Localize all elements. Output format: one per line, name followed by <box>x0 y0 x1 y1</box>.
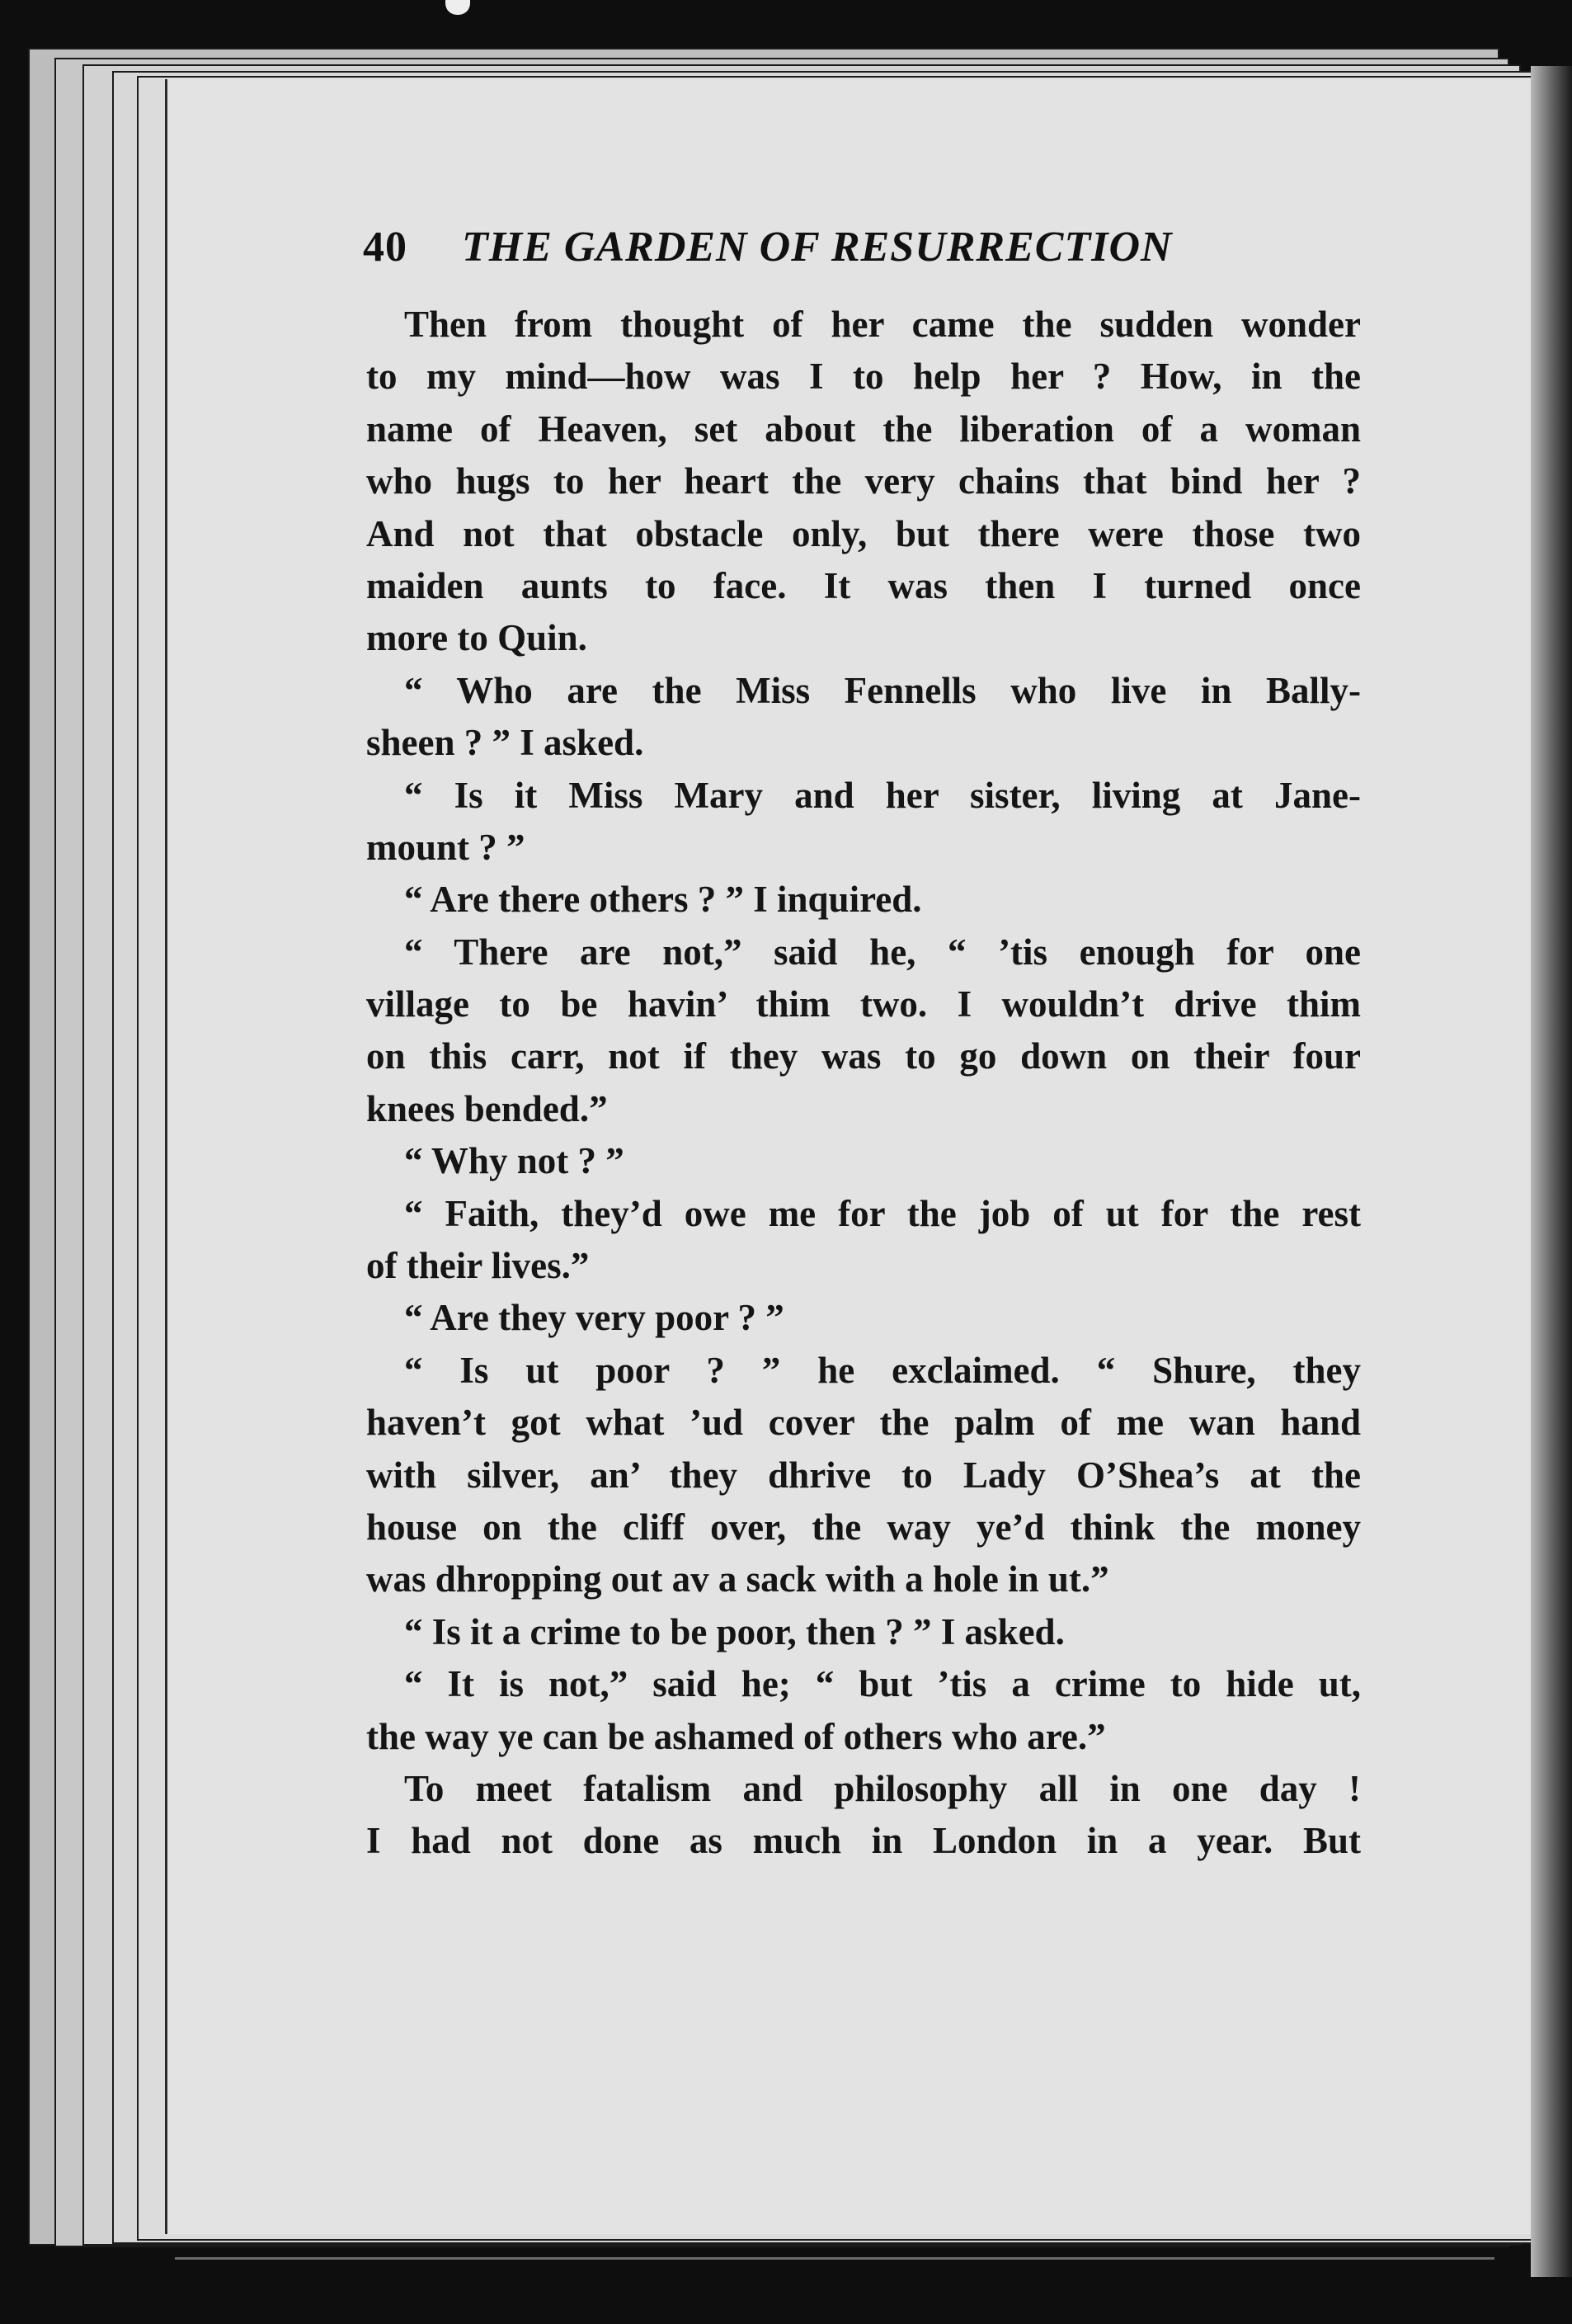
page-bottom-edge <box>175 2257 1494 2260</box>
text-line: “ Is it Miss Mary and her sister, living at Jane- <box>404 774 1361 816</box>
text-line: house on the cliff over, the way ye’d think the money <box>366 1506 1361 1548</box>
text-line: maiden aunts to face. It was then I turned once <box>366 564 1361 606</box>
text-line: more to Quin. <box>366 617 587 659</box>
text-line: “ Are they very poor ? ” <box>404 1297 784 1339</box>
text-line: And not that obstacle only, but there were those two <box>366 512 1361 554</box>
text-line: to my mind—how was I to help her ? How, in the <box>366 356 1361 398</box>
running-title: THE GARDEN OF RESURRECTION <box>462 224 1173 271</box>
text-line: “ There are not,” said he, “ ’tis enough for one <box>404 931 1361 973</box>
text-line: “ Who are the Miss Fennells who live in Bally- <box>404 669 1361 711</box>
text-line: was dhropping out av a sack with a hole in ut.” <box>366 1558 1109 1600</box>
text-line: “ Why not ? ” <box>404 1140 624 1182</box>
text-line: “ Are there others ? ” I inquired. <box>404 879 922 921</box>
text-line: knees bended.” <box>366 1087 608 1129</box>
body-text <box>366 299 1361 1868</box>
text-line: village to be havin’ thim two. I wouldn’t drive thim <box>366 983 1361 1025</box>
text-line: Then from thought of her came the sudden wonder <box>404 304 1361 345</box>
text-line: mount ? ” <box>366 826 525 868</box>
text-line: on this carr, not if they was to go down on their four <box>366 1035 1361 1077</box>
text-line: I had not done as much in London in a year. But <box>366 1820 1361 1862</box>
text-line: name of Heaven, set about the liberation of a woman <box>366 408 1361 450</box>
binding-shadow <box>1531 66 1572 2277</box>
text-line: To meet fatalism and philosophy all in one day ! <box>404 1767 1361 1809</box>
scan-artifact <box>445 0 470 15</box>
text-line: haven’t got what ’ud cover the palm of me wan hand <box>366 1402 1361 1444</box>
text-line: “ Is it a crime to be poor, then ? ” I asked. <box>404 1610 1065 1652</box>
text-line: sheen ? ” I asked. <box>366 722 644 764</box>
text-line: with silver, an’ they dhrive to Lady O’Shea’s at the <box>366 1454 1361 1496</box>
text-line: “ It is not,” said he; “ but ’tis a crime to hide ut, <box>404 1663 1361 1705</box>
text-line: who hugs to her heart the very chains that bind her ? <box>366 460 1361 502</box>
page-number: 40 <box>363 224 407 271</box>
text-line: of their lives.” <box>366 1245 590 1287</box>
text-line: the way ye can be ashamed of others who are.” <box>366 1715 1106 1757</box>
running-header <box>363 223 1361 271</box>
text-line: “ Is ut poor ? ” he exclaimed. “ Shure, they <box>404 1349 1361 1391</box>
text-line: “ Faith, they’d owe me for the job of ut for the rest <box>404 1192 1361 1234</box>
